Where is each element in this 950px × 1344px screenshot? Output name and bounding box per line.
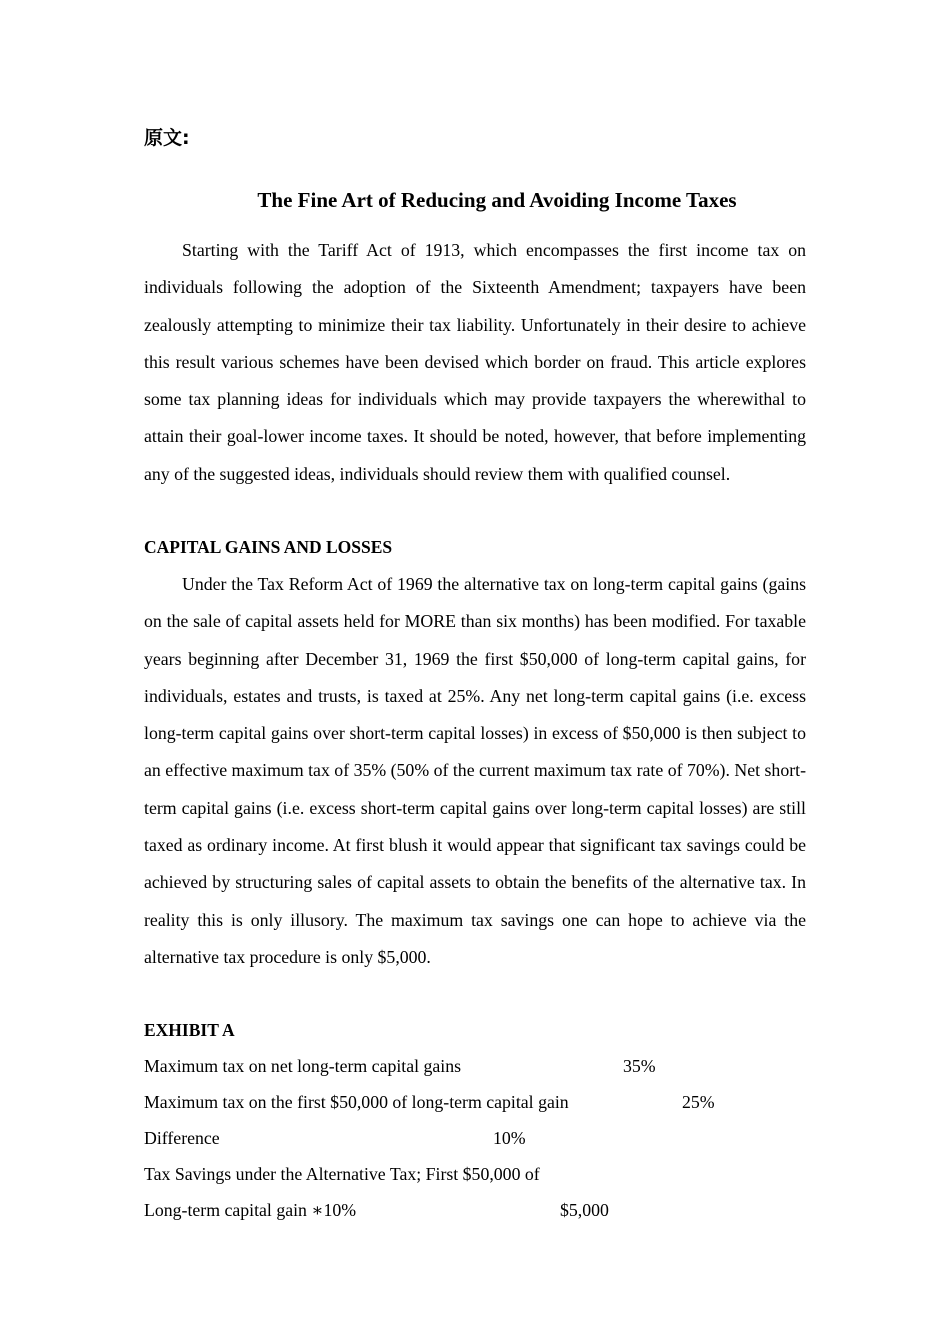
document-title: The Fine Art of Reducing and Avoiding Income Taxes <box>257 188 737 212</box>
exhibit-row-value: 10% <box>493 1128 526 1148</box>
exhibit-row-value: 35% <box>623 1056 656 1076</box>
exhibit-row-value: $5,000 <box>560 1200 609 1220</box>
exhibit-row-label: Difference <box>144 1128 220 1148</box>
exhibit-row-label: Long-term capital gain ∗10% <box>144 1200 357 1220</box>
section-heading-capital-gains: CAPITAL GAINS AND LOSSES <box>144 537 393 557</box>
exhibit-row-label: Maximum tax on the first $50,000 of long-term capital gain <box>144 1092 569 1112</box>
capital-gains-paragraph: Under the Tax Reform Act of 1969 the alternative tax on long-term capital gains (gains on the sale of capital assets held for MORE than six months) has been modified. For taxable years beginning after December 31, 1969 the first $50,000 of long-term capital gains, for individuals, estates and trusts, is taxed at 25%. Any net long-term capital gains (i.e. excess long-term capital gains over short-term capital losses) in excess of $50,000 is then subject to an effective maximum tax of 35% (50% of the current maximum tax rate of 70%). Net short-term capital gains (i.e. excess short-term capital gains over long-term capital losses) are still taxed as ordinary income. At first blush it would appear that significant tax savings could be achieved by structuring sales of capital assets to obtain the benefits of the alternative tax. In reality this is only illusory. The maximum tax savings one can hope to achieve via the alternative tax procedure is only $5,000. <box>144 574 806 967</box>
exhibit-row-value: 25% <box>682 1092 715 1112</box>
exhibit-row-label: Maximum tax on net long-term capital gains <box>144 1056 462 1076</box>
intro-paragraph: Starting with the Tariff Act of 1913, which encompasses the first income tax on individuals following the adoption of the Sixteenth Amendment; taxpayers have been zealously attempting to minimize their tax liability. Unfortunately in their desire to achieve this result various schemes have been devised which border on fraud. This article explores some tax planning ideas for individuals which may provide taxpayers the wherewithal to attain their goal-lower income taxes. It should be noted, however, that before implementing any of the suggested ideas, individuals should review them with qualified counsel. <box>144 240 806 484</box>
exhibit-heading: EXHIBIT A <box>144 1020 235 1040</box>
exhibit-row-label: Tax Savings under the Alternative Tax; First $50,000 of <box>144 1164 540 1184</box>
original-text-label: 原文: <box>144 127 190 149</box>
